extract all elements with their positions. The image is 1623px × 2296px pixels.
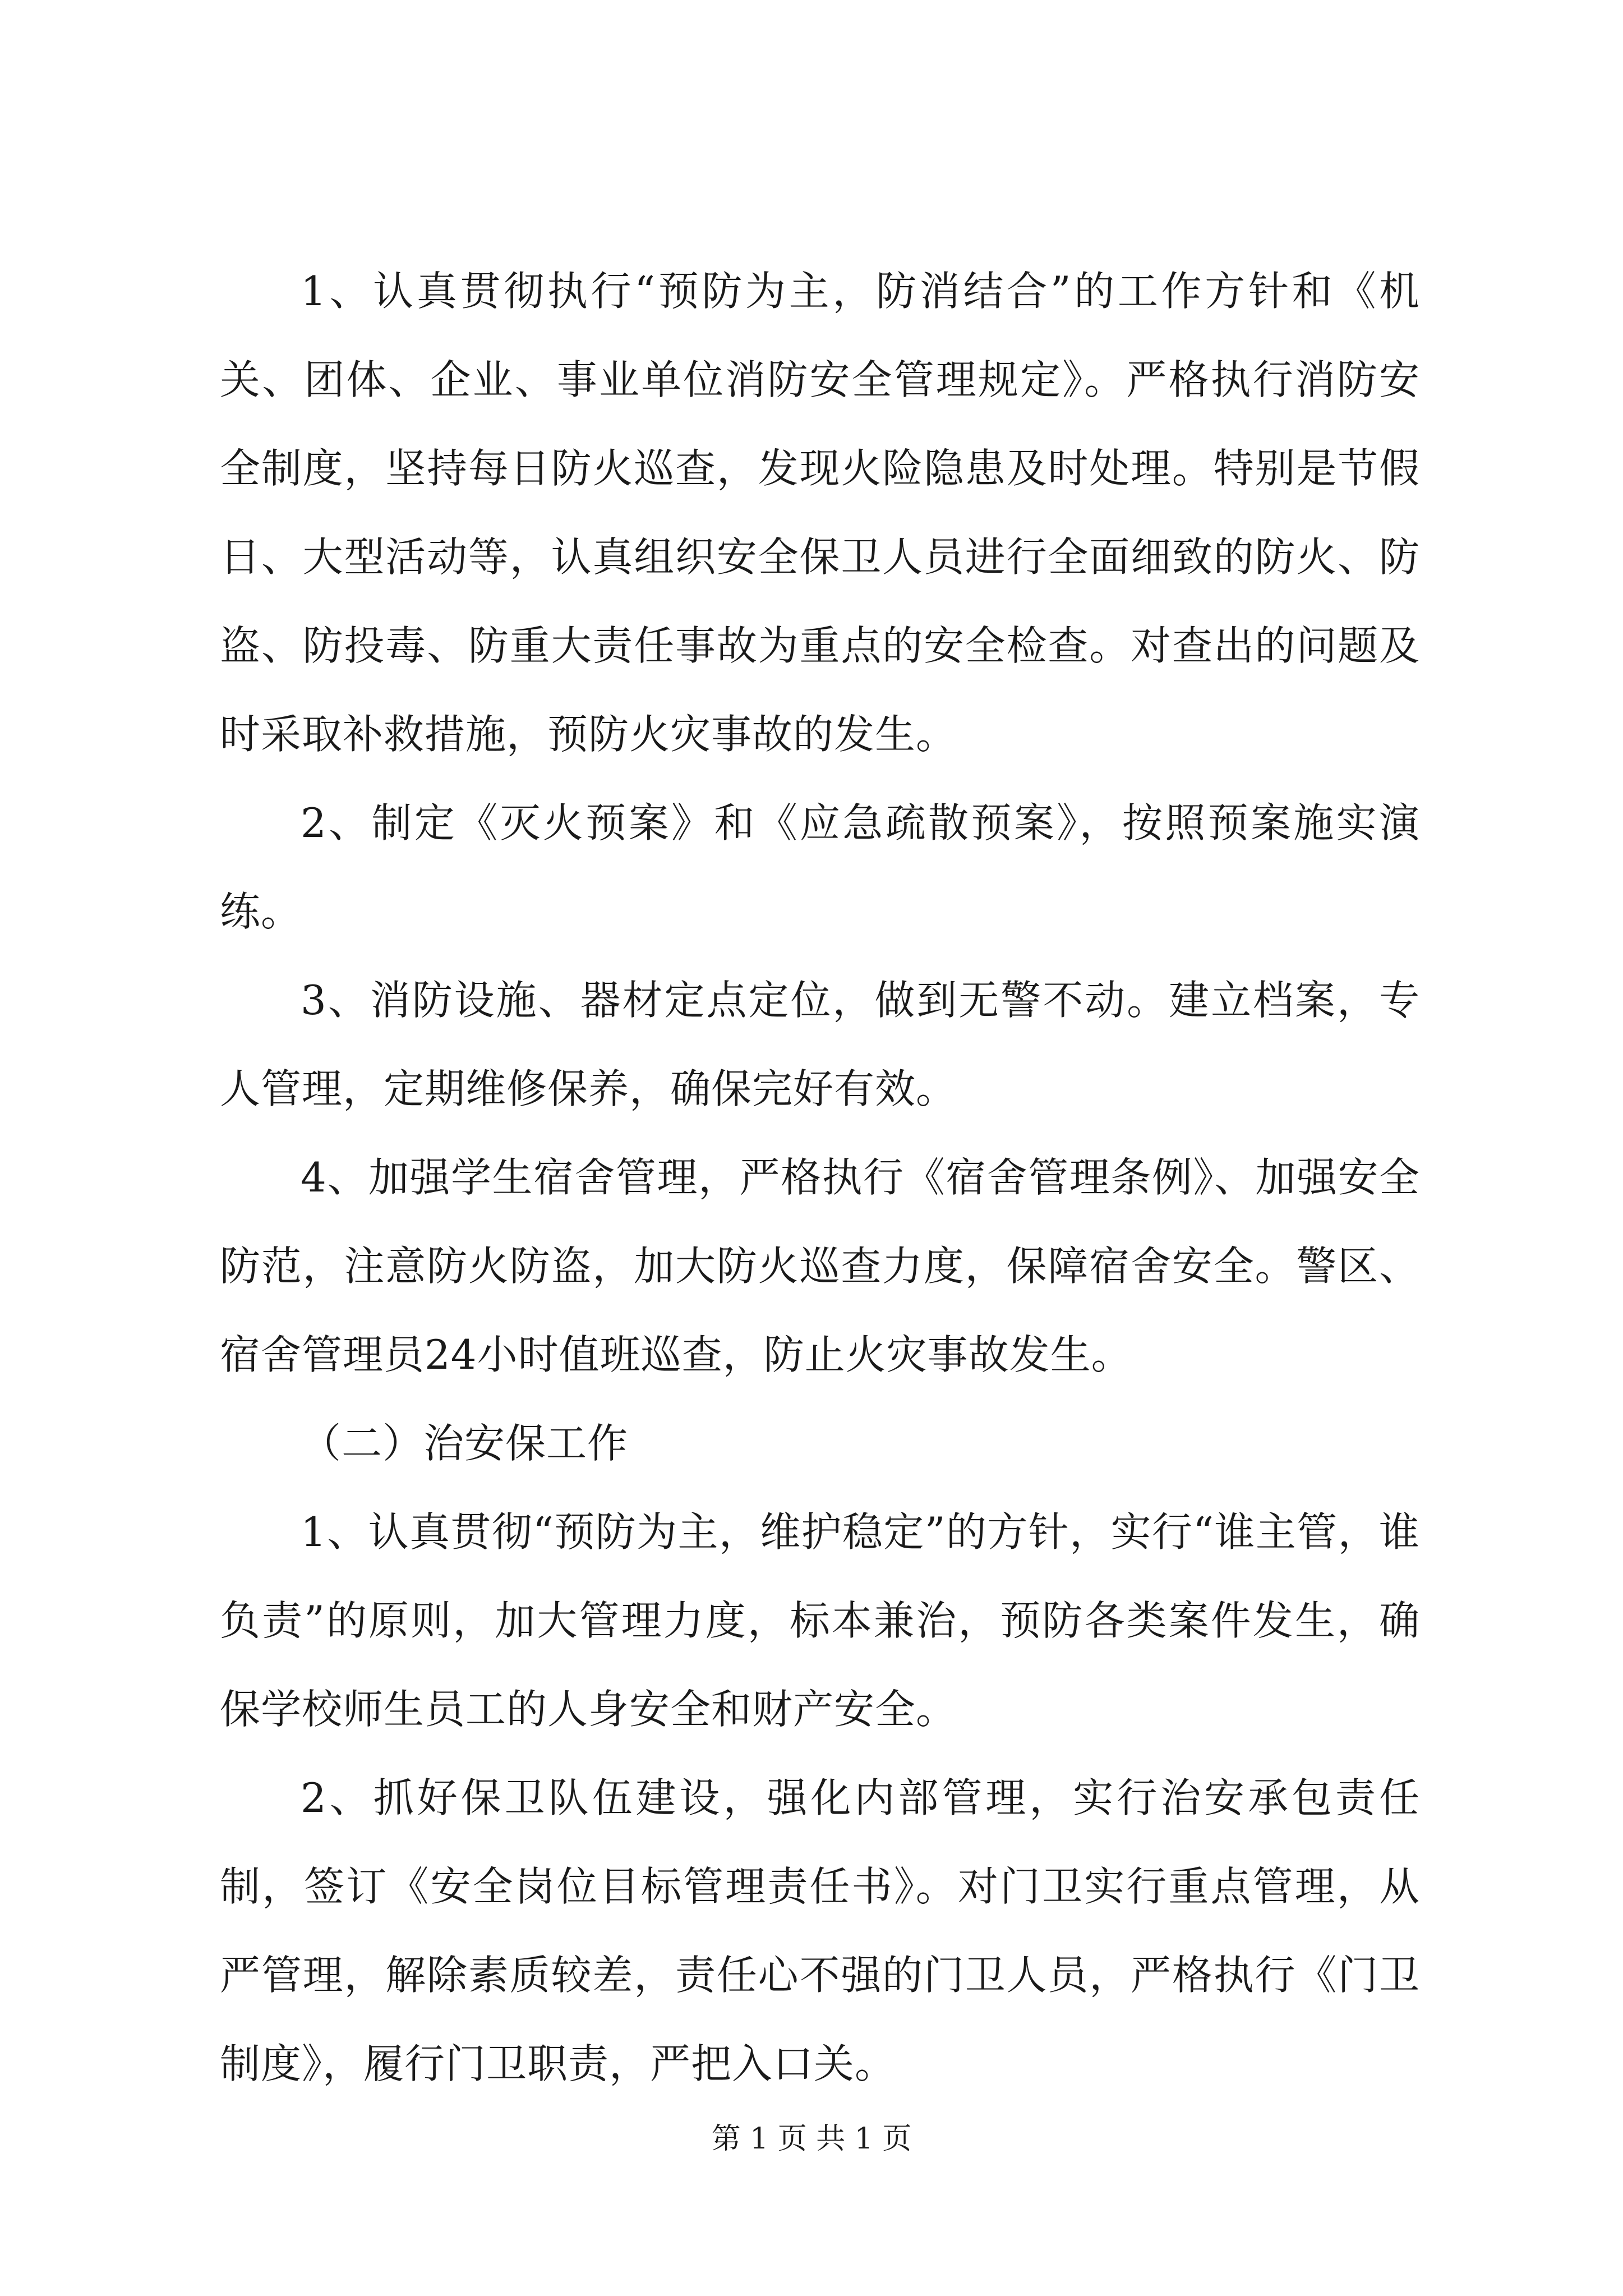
document-body <box>220 247 1420 2108</box>
paragraph-security-2: 2、抓好保卫队伍建设，强化内部管理，实行治安承包责任制，签订《安全岗位目标管理责任书》。对门卫实行重点管理，从严管理，解除素质较差，责任心不强的门卫人员，严格执行《门卫制度》，履行门卫职责，严把入口关。 <box>220 1774 1420 2087</box>
paragraph-fire-3: 3、消防设施、器材定点定位，做到无警不动。建立档案，专人管理，定期维修保养，确保完好有效。 <box>220 977 1420 1112</box>
paragraph-fire-1: 1、认真贯彻执行“预防为主，防消结合”的工作方针和《机关、团体、企业、事业单位消防安全管理规定》。严格执行消防安全制度，坚持每日防火巡查，发现火险隐患及时处理。特别是节假日、大型活动等，认真组织安全保卫人员进行全面细致的防火、防盗、防投毒、防重大责任事故为重点的安全检查。对查出的问题及时采取补救措施，预防火灾事故的发生。 <box>220 268 1420 758</box>
section-heading-security: （二）治安保工作 <box>301 1420 629 1467</box>
paragraph-security-1: 1、认真贯彻“预防为主，维护稳定”的方针，实行“谁主管，谁负责”的原则，加大管理力度，标本兼治，预防各类案件发生，确保学校师生员工的人身安全和财产安全。 <box>220 1508 1420 1733</box>
paragraph-fire-4: 4、加强学生宿舍管理，严格执行《宿舍管理条例》、加强安全防范，注意防火防盗，加大防火巡查力度，保障宿舍安全。警区、宿舍管理员24小时值班巡查，防止火灾事故发生。 <box>220 1154 1420 1378</box>
paragraph-fire-2: 2、制定《灭火预案》和《应急疏散预案》，按照预案施实演练。 <box>220 799 1420 935</box>
page-number-footer: 第 1 页 共 1 页 <box>711 2122 912 2156</box>
